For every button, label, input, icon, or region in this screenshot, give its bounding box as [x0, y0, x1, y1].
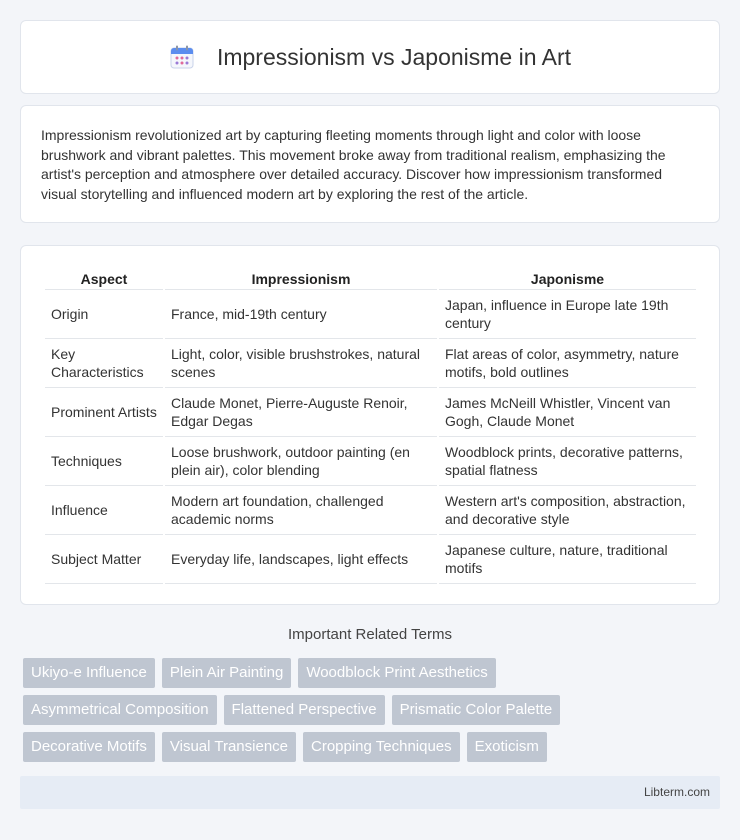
table-cell-aspect: Prominent Artists	[45, 388, 163, 437]
tag-decorative-motifs[interactable]: Decorative Motifs	[23, 732, 155, 762]
table-cell-impressionism: Loose brushwork, outdoor painting (en plein air), color blending	[165, 437, 437, 486]
table-cell-impressionism: Everyday life, landscapes, light effects	[165, 535, 437, 584]
column-header-impressionism: Impressionism	[165, 266, 437, 290]
tag-ukiyo-e-influence[interactable]: Ukiyo-e Influence	[23, 658, 155, 688]
tag-exoticism[interactable]: Exoticism	[467, 732, 547, 762]
tag-row	[23, 732, 723, 762]
footer-site-link[interactable]: Libterm.com	[643, 785, 710, 799]
tag-cropping-techniques[interactable]: Cropping Techniques	[303, 732, 460, 762]
table-cell-japonisme: Woodblock prints, decorative patterns, spatial flatness	[439, 437, 696, 486]
page-title: Impressionism vs Japonisme in Art	[216, 43, 572, 70]
comparison-table-card	[20, 245, 720, 605]
tag-woodblock-print-aesthetics[interactable]: Woodblock Print Aesthetics	[298, 658, 495, 688]
table-row	[45, 486, 696, 535]
comparison-table	[43, 266, 698, 584]
tag-row	[23, 695, 723, 725]
table-cell-impressionism: France, mid-19th century	[165, 290, 437, 339]
table-row	[45, 437, 696, 486]
tag-asymmetrical-composition[interactable]: Asymmetrical Composition	[23, 695, 217, 725]
table-cell-japonisme: Japan, influence in Europe late 19th century	[439, 290, 696, 339]
table-header-row	[45, 266, 696, 290]
footer	[20, 776, 720, 809]
table-cell-japonisme: Flat areas of color, asymmetry, nature motifs, bold outlines	[439, 339, 696, 388]
related-terms-title: Important Related Terms	[288, 626, 452, 643]
table-cell-japonisme: James McNeill Whistler, Vincent van Gogh, Claude Monet	[439, 388, 696, 437]
tag-flattened-perspective[interactable]: Flattened Perspective	[224, 695, 385, 725]
column-header-aspect: Aspect	[45, 266, 163, 290]
table-cell-impressionism: Modern art foundation, challenged academic norms	[165, 486, 437, 535]
table-row	[45, 388, 696, 437]
table-row	[45, 535, 696, 584]
table-cell-aspect: Influence	[45, 486, 163, 535]
calendar-icon	[169, 44, 195, 70]
table-cell-aspect: Subject Matter	[45, 535, 163, 584]
tag-visual-transience[interactable]: Visual Transience	[162, 732, 296, 762]
related-terms-tags	[23, 658, 723, 769]
intro-paragraph: Impressionism revolutionized art by capturing fleeting moments through light and color with loose brushwork and vibrant palettes. This movement broke away from traditional realism, emphasizing the artist's perception and atmosphere over detailed accuracy. Discover how impressionism transformed visual storytelling and influenced modern art by exploring the rest of the article.	[41, 127, 666, 202]
tag-row	[23, 658, 723, 688]
table-row	[45, 290, 696, 339]
table-cell-japonisme: Japanese culture, nature, traditional motifs	[439, 535, 696, 584]
table-cell-aspect: Key Characteristics	[45, 339, 163, 388]
table-cell-impressionism: Claude Monet, Pierre-Auguste Renoir, Edgar Degas	[165, 388, 437, 437]
table-cell-japonisme: Western art's composition, abstraction, and decorative style	[439, 486, 696, 535]
column-header-japonisme: Japonisme	[439, 266, 696, 290]
table-cell-impressionism: Light, color, visible brushstrokes, natural scenes	[165, 339, 437, 388]
tag-prismatic-color-palette[interactable]: Prismatic Color Palette	[392, 695, 561, 725]
table-cell-aspect: Techniques	[45, 437, 163, 486]
table-row	[45, 339, 696, 388]
header-card	[20, 20, 720, 94]
table-cell-aspect: Origin	[45, 290, 163, 339]
intro-card	[20, 105, 720, 223]
tag-plein-air-painting[interactable]: Plein Air Painting	[162, 658, 291, 688]
